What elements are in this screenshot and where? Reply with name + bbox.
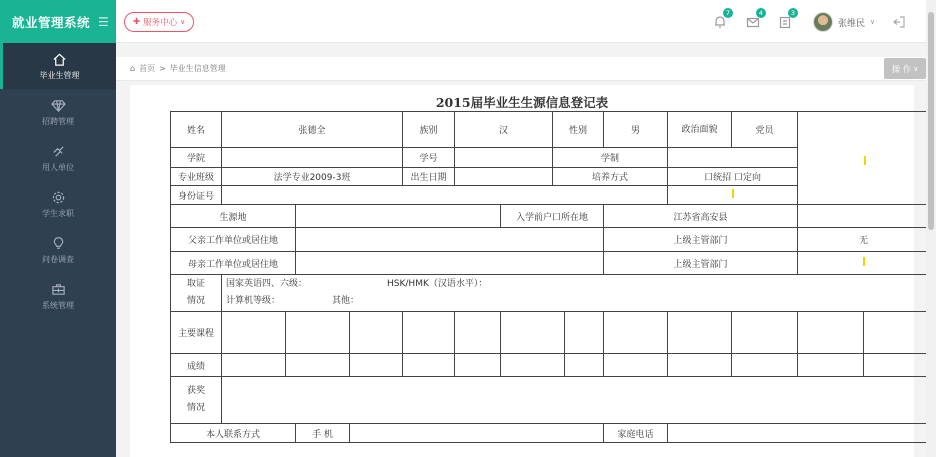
gender-value[interactable]: 男 [604,112,668,148]
table-row [171,252,930,275]
logout-icon [892,15,906,29]
sidebar-item-graduates[interactable] [0,43,116,89]
operate-button[interactable] [884,58,926,79]
award-label-line2: 情况 [186,403,205,413]
service-center-label: 服务中心 [143,18,178,28]
duration-label: 学制 [553,148,668,168]
gear-icon [51,190,66,205]
sidebar-item-survey[interactable] [0,227,116,273]
training-mode-value[interactable]: 口统招 口定向 [668,168,798,186]
table-row [171,312,930,354]
grade-cell[interactable] [668,354,732,377]
cursor-mark [864,156,866,165]
sidebar-item-label: 系统管理 [42,300,74,310]
birth-date-label: 出生日期 [403,168,455,186]
id-number-value[interactable] [222,186,668,205]
cert-computer: 计算机等级： [226,296,281,306]
course-cell[interactable] [732,312,798,354]
mother-value[interactable] [296,252,604,275]
course-cell[interactable] [668,312,732,354]
sidebar-item-label: 问卷调查 [42,254,74,264]
table-row [171,424,930,443]
student-no-value[interactable] [455,148,553,168]
ethnic-label: 族别 [403,112,455,148]
breadcrumb-current: 毕业生信息管理 [169,64,226,73]
grade-cell[interactable] [286,354,350,377]
cert-label [171,275,222,312]
chevron-down-icon: ∨ [870,18,876,26]
courses-label: 主要课程 [171,312,222,354]
course-cell[interactable] [350,312,403,354]
task-count-badge: 3 [788,8,798,18]
breadcrumb [116,57,926,81]
grade-cell[interactable] [604,354,668,377]
plus-icon: ✚ [133,17,141,27]
father-label: 父亲工作单位或居住地 [171,228,296,252]
table-row [171,205,930,228]
grade-cell[interactable] [501,354,565,377]
notification-count-badge: 7 [723,8,733,18]
superior-dept-label-2: 上级主管部门 [604,252,798,275]
user-menu[interactable] [813,12,875,32]
vertical-scrollbar[interactable] [926,0,936,457]
notification-bell-button[interactable] [713,9,731,28]
grade-cell[interactable] [732,354,798,377]
logout-button[interactable] [892,14,906,28]
superior-dept-value-2[interactable] [798,252,930,275]
major-class-label: 专业班级 [171,168,222,186]
cert-other: 其他： [332,296,360,306]
origin-label: 生源地 [171,205,296,228]
cert-hsk: HSK/HMK（汉语水平）： [387,279,488,289]
empty-cell [798,205,930,228]
home-phone-value[interactable] [668,424,930,443]
breadcrumb-separator: > [159,64,166,73]
cursor-mark [732,189,734,198]
user-name: 张维民 [838,18,866,29]
toolbox-icon [51,282,66,297]
tasks-button[interactable] [778,9,796,28]
app-title: 就业管理系统 [12,14,91,30]
mobile-label: 手 机 [296,424,350,443]
political-value[interactable]: 党员 [732,112,798,148]
table-row [171,377,930,424]
grade-cell[interactable] [350,354,403,377]
hand-icon [51,144,66,159]
student-no-label: 学号 [403,148,455,168]
table-row [171,275,930,312]
chevron-down-icon: ∨ [180,18,186,26]
mother-label: 母亲工作单位或居住地 [171,252,296,275]
id-extra-cell [668,186,798,205]
grade-cell[interactable] [222,354,286,377]
course-cell[interactable] [455,312,501,354]
home-icon [52,52,67,67]
course-cell[interactable] [403,312,455,354]
operate-label: 操 作 [891,64,912,75]
major-class-value[interactable]: 法学专业2009-3班 [222,168,403,186]
cert-label-line2: 情况 [186,296,205,306]
grade-cell[interactable] [455,354,501,377]
gender-label: 性别 [553,112,604,148]
cert-english: 国家英语四、六级： [226,279,308,289]
award-label-line1: 获奖 [186,386,205,396]
training-mode-label: 培养方式 [553,168,668,186]
sidebar [0,0,116,457]
sidebar-item-job-seeking[interactable] [0,181,116,227]
table-row [171,354,930,377]
grade-cell[interactable] [864,354,930,377]
scrollbar-thumb[interactable] [928,12,934,230]
sidebar-item-recruitment[interactable] [0,89,116,135]
course-cell[interactable] [798,312,864,354]
political-label: 政治面貌 [668,112,732,148]
superior-dept-label: 上级主管部门 [604,228,798,252]
college-value[interactable] [222,148,403,168]
duration-value[interactable] [668,148,798,168]
sidebar-item-employers[interactable] [0,135,116,181]
contact-label: 本人联系方式 [171,424,296,443]
college-label: 学院 [171,148,222,168]
ethnic-value[interactable]: 汉 [455,112,553,148]
id-number-label: 身份证号 [171,186,222,205]
sidebar-item-label: 学生求职 [42,208,74,218]
sidebar-item-system[interactable] [0,273,116,319]
course-cell[interactable] [501,312,565,354]
grade-cell[interactable] [798,354,864,377]
cert-value[interactable] [222,275,930,312]
menu-toggle-icon[interactable]: ☰ [98,14,110,29]
father-value[interactable] [296,228,604,252]
sidebar-item-label: 毕业生管理 [39,70,80,80]
avatar [813,12,833,32]
award-value[interactable] [222,377,930,424]
chevron-down-icon: ∨ [913,64,919,73]
table-row [171,228,930,252]
award-label [171,377,222,424]
hukou-label: 入学前户口所在地 [501,205,604,228]
name-value[interactable]: 张德全 [222,112,403,148]
diamond-icon [51,98,66,113]
message-count-badge: 4 [756,8,766,18]
home-phone-label: 家庭电话 [604,424,668,443]
form-title: 2015届毕业生生源信息登记表 [435,95,609,110]
top-navbar [116,0,926,43]
breadcrumb-home[interactable]: 首页 [139,64,156,73]
table-row [171,112,930,148]
origin-value[interactable] [296,205,501,228]
home-small-icon: ⌂ [130,64,136,73]
sidebar-item-label: 用人单位 [42,162,74,172]
course-cell[interactable] [565,312,604,354]
name-label: 姓名 [171,112,222,148]
photo-cell [798,112,930,205]
course-cell[interactable] [286,312,350,354]
superior-dept-value[interactable]: 无 [798,228,930,252]
grade-cell[interactable] [565,354,604,377]
course-cell[interactable] [604,312,668,354]
messages-button[interactable] [746,9,764,28]
grade-cell[interactable] [403,354,455,377]
hukou-value[interactable]: 江苏省高安县 [604,205,798,228]
registration-table [170,111,930,443]
course-cell[interactable] [222,312,286,354]
bulb-icon [51,236,66,251]
birth-date-value[interactable] [455,168,553,186]
course-cell[interactable] [864,312,930,354]
sidebar-item-label: 招聘管理 [42,116,74,126]
registration-form-document [130,85,914,457]
cert-label-line1: 取证 [186,279,205,289]
grades-label: 成绩 [171,354,222,377]
service-center-button[interactable] [124,12,194,32]
mobile-value[interactable] [350,424,604,443]
brand-bar [0,0,116,43]
cursor-mark [863,257,865,266]
